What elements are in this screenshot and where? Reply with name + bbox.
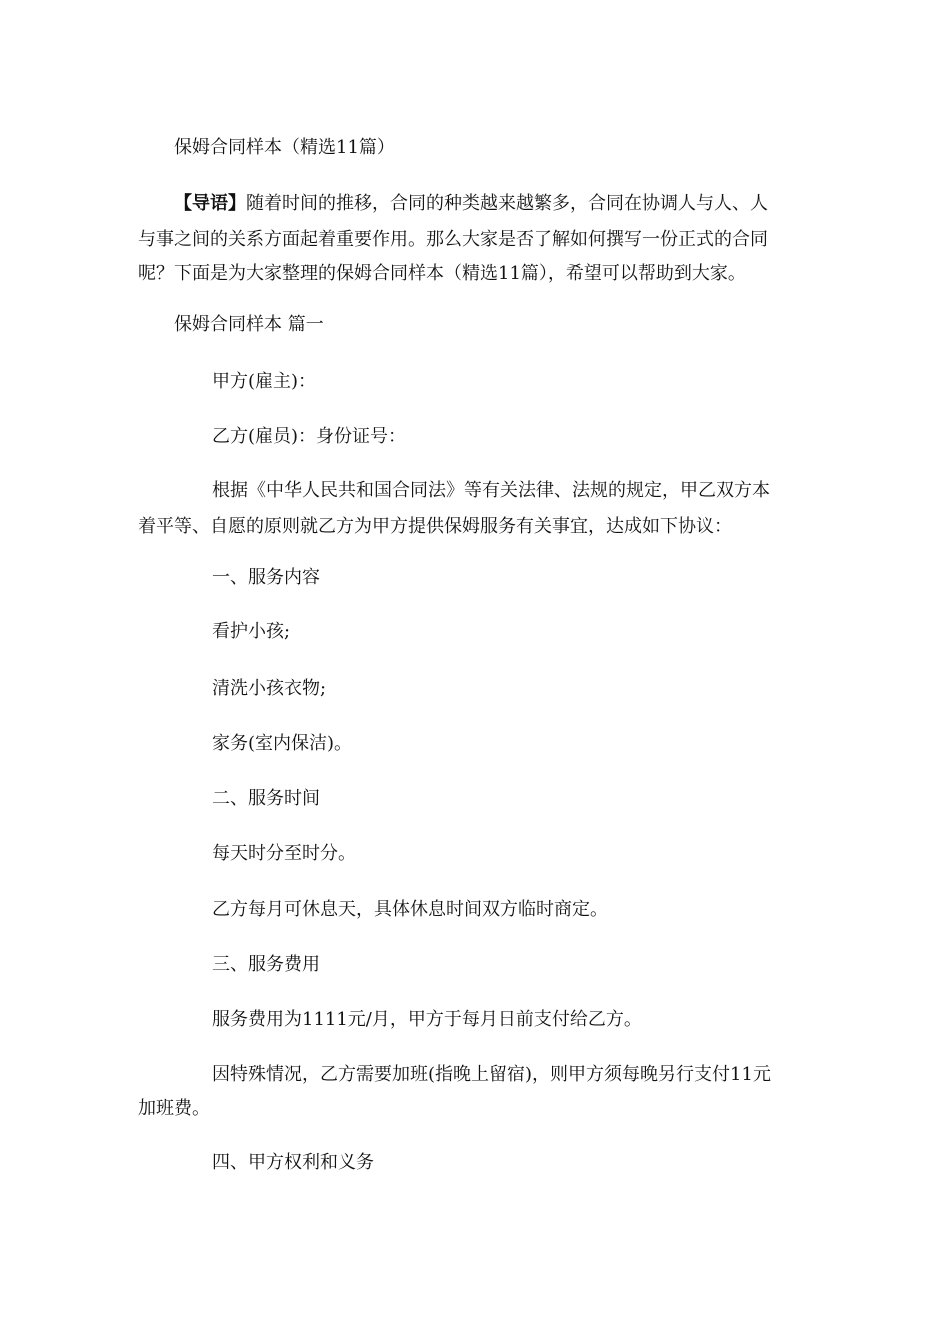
intro-line-3: 呢？下面是为大家整理的保姆合同样本（精选11篇），希望可以帮助到大家。 (138, 263, 746, 284)
party-a-rights-heading: 四、甲方权利和义务 (212, 1152, 374, 1173)
service-fee-heading: 三、服务费用 (212, 954, 320, 975)
service-time-item: 每天时分至时分。 (212, 843, 356, 864)
overtime-fee-line-2: 加班费。 (138, 1098, 210, 1119)
service-time-item: 乙方每月可休息天，具体休息时间双方临时商定。 (212, 899, 608, 920)
intro-line-1-text: 随着时间的推移，合同的种类越来越繁多，合同在协调人与人、人 (246, 193, 768, 214)
basis-line-2: 着平等、自愿的原则就乙方为甲方提供保姆服务有关事宜，达成如下协议： (138, 516, 732, 537)
party-b-label: 乙方(雇员)：身份证号： (212, 426, 407, 447)
basis-line-1: 根据《中华人民共和国合同法》等有关法律、法规的规定，甲乙双方本 (212, 480, 770, 501)
intro-line-1 (174, 192, 768, 216)
overtime-fee-line-1: 因特殊情况，乙方需要加班(指晚上留宿)，则甲方须每晚另行支付11元 (212, 1064, 771, 1085)
document-title: 保姆合同样本（精选11篇） (174, 137, 395, 158)
service-content-heading: 一、服务内容 (212, 567, 320, 588)
service-fee-item: 服务费用为1111元/月，甲方于每月日前支付给乙方。 (212, 1009, 642, 1030)
party-a-label: 甲方(雇主)： (212, 371, 317, 392)
service-item: 清洗小孩衣物; (212, 678, 327, 699)
service-item: 看护小孩; (212, 621, 291, 642)
intro-label: 【导语】 (174, 193, 246, 214)
section-title: 保姆合同样本 篇一 (174, 314, 324, 335)
service-time-heading: 二、服务时间 (212, 788, 320, 809)
service-item: 家务(室内保洁)。 (212, 733, 353, 754)
intro-line-2: 与事之间的关系方面起着重要作用。那么大家是否了解如何撰写一份正式的合同 (138, 229, 768, 250)
